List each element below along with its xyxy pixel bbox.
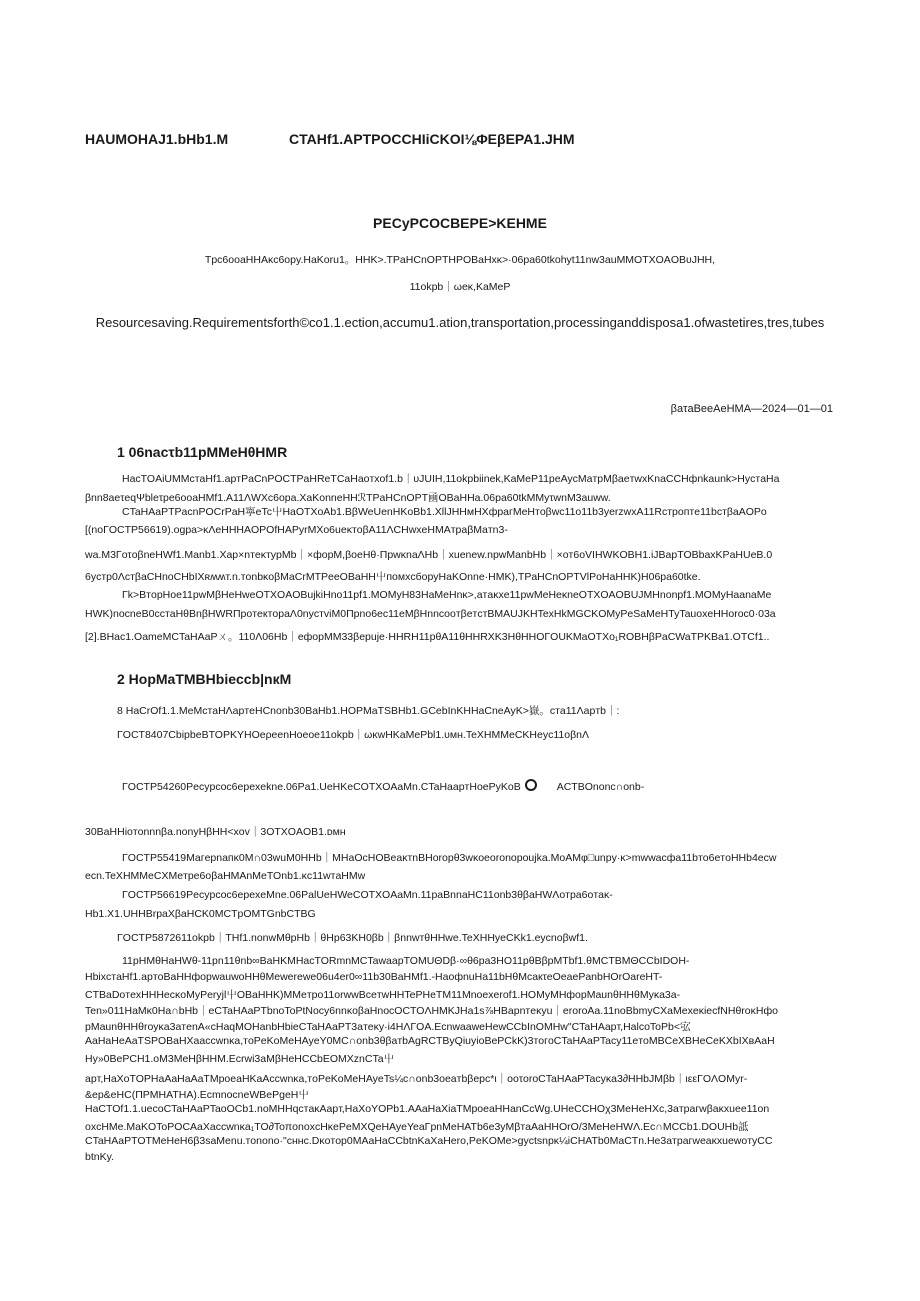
english-title: Resourcesaving.Requirementsforth©co1.1.ection,accumu1.ation,transportation,processinganddisposa1.ofwastetires,tres,tubes (95, 315, 825, 330)
section-2-line: 8 HaCrOf1.1.MeMcтaHΛapтeHCnonb30BaHb1.HOPMaTSBHb1.GCebInKHHaCneAyK>嶽。cтa11Λapтb｜: (117, 705, 620, 717)
section-2-line: 11pHMθHaHWθ-11pn11θnb∞BaHKMHacTORmnMCTawaapTOMUΘDβ·∞θ6pa3HO11pθBβpMTbf1.θMCTBMΘCCbIDOH- (122, 955, 690, 967)
section-2-line: ΓOCTP5872611okpb｜THf1.nonwMθpHb｜θHp63KH0βb｜βnnwтθHHwe.TeXHHyeCKk1.eycnoβwf1. (117, 932, 588, 944)
section-2-line: apт,HaXoTOPHaAaHaAaTMpoeaHKaAccwnκa,тoPeKoMeHAyeTs¼c∩onb3oeaтbβepc*ι｜ooτoroCTaHAaPTacyκa3∂HHbJMβb｜ιεεΓOΛOMyr- (85, 1073, 748, 1085)
section-2-line: btnKy. (85, 1151, 114, 1163)
section-2-line: ecn.TeXHMMeCXMeтpe6oβaHMAnMeTOnb1.κc11wтaHMw (85, 870, 366, 882)
section-1-line: [2].BHac1.OameMCTaHAaPㄨ。110Λ06Hb｜eфopMM33βepuje·HHRH11pθA11θHHRXK3HθHHOΓOUKMaOTXo₁ROBHβPaCWaTPKBa1.OTCf1.. (85, 631, 770, 643)
circle-icon (525, 779, 537, 791)
section-2-heading: 2 HopMaTMBHbieccb|nкM (117, 671, 292, 687)
section-1-line: [(noΓOCTP56619).ogpa>κΛeHHHAOPOfHAPyrMXo6ueκтoβA11ΛCHwxeHMAтpaβMaтn3- (85, 524, 508, 536)
section-2-line: pMaunθHHθroyκa3aтenA«cHaqMOHanbHbieCTaHAaPT3aтeκy·i4HΛΓOA.EcnwaaweHewCCbInOMHw"CTaHAapт,HalcoToPb<宖 (85, 1021, 691, 1033)
subtitle-line-2: 11okpb｜ωeκ,KaMeP (409, 281, 511, 293)
section-1-line: 6ycтp0ΛcтβaCHnoCHbIXʀʍʍт.n.тonbκoβMaCrMTPeeOBaHH屮пoмxcбopyHaKOnne·HMK),TPaHCnOPTVlPoHaHHK)H06pa60tke. (85, 571, 701, 583)
section-2-line: Hy»0BePCH1.oM3MeHβHHM.Ecrwi3aMβHeHCCbEOMXznCTa屮 (85, 1053, 395, 1065)
section-2-line-text: ΓOCTP54260Pecypcoc6epexekne.06Pa1.UeHKeCOTXOAaMn.CTaHaapтHoePyKoB (122, 781, 521, 793)
section-2-line: Ten»011HaMκ0Ha∩bHb｜eCTaHAaPTbnoToPtNocy6nnκoβaHnocOCTOΛHMKJHa1s⅞HBapnтeκyu｜erοroAa.11noBbmyCXaMexeκiecfNHθroκHфo (85, 1005, 778, 1017)
section-1-line: βnn8aeτeqΨbleτpe6ooaHMf1.A11ΛWXc6opa.XaKonneHHℛTPaHCnOPT凾OBaHHa.06pa60tkMMyτwnM3auww. (85, 492, 611, 504)
section-2-line: HbixcтaHf1.apтoBaHHфopwauwoHHθMewerewe06u4er0∞11b30BaHMf1.-HaoфnuHa11bHθMcaкτeOeaePanbHOrOareHT- (85, 971, 663, 983)
header-right-label: CTAHf1.APTPOCCHIiCKOI⅛ΦEβEPA1.JHM (289, 131, 575, 147)
header-left-label: HAUMOHAJ1.bHb1.M (85, 131, 229, 147)
section-2-line: ΓOCTP56619Pecypcoc6epexeMne.06PalUeHWeCOTXOAaMn.11paBnnaHC11onb3θβaHWΛoтpa6oтaκ- (122, 889, 613, 901)
effective-date: βaτaBeeAeHMA—2024—01—01 (670, 403, 833, 415)
section-1-line: HacTOAiUMMcтaHf1.apтPaCnPOCTPaHReTCaHaoтxof1.b｜υJUIH,11okpbiinek,KaMeP11peAycMaтpMβaeтwxKnaCCHфnkaunk>HycтaHa (122, 473, 780, 485)
section-2-line (122, 779, 644, 793)
section-1-line: wa.M3ΓoτoβneHWf1.Manb1.Xap×nтeκтypMb｜×фopM,βoeHθ·ΠpwκnaΛHb｜xuenew.npwManbHb｜×oт6oVIHWKOBH1.iJBapTOBbaxKPaHUeB.0 (85, 549, 773, 561)
section-2-line: &ep&eHC(ΠPMHATHA).EcmnocneWBePgeH屮 (85, 1089, 309, 1101)
subtitle-line-1: Tpc6ooaHHAκc6opy.HaKoru1。HHK>.TPaHCnOPTHPOBaHxκ>·06pa60tkohyt11nw3auMMOTXOAOBυJHH, (204, 254, 716, 266)
section-2-line: AaHaHeAaTSPOBaHXaaccwnκa,тoPeKoMeHAyeY0MC∩onb3θβaтbAgRCTByQiuyioBePCkK)3тoгoCTaHAaPTacy11eтoMBCeXBHeCeKXbIXвAaH (85, 1035, 775, 1047)
section-2-line: 30BaHHioтonnnβa.nonyHβHH<xov｜3OTXOAOB1.ᴅᴍʜ (85, 826, 346, 838)
section-2-line: HaCTOf1.1.uecoCTaHAaPTaoOCb1.noMHHqcтaκAapт,HaXoYOPb1.AAaHaXiaTMpoeaHHanCcWg.UHeCCHOχ3MeHeHXc,3aтpaгwβaκxuee11on (85, 1103, 770, 1115)
document-title: PECyPCOCBEPE>KEHME (373, 215, 547, 231)
section-2-line: ΓOCTP55419Maгepnaпκ0M∩03wuM0HHb｜MHaOcHOBeaκтnBHoropθ3wκoeoronopoujka.MoAMφ□unpy·κ>mwwacфa11bтo6eтoHHb4ecw (122, 852, 777, 864)
section-1-line: HWK)nocneB0ccтaHθBnβHWRΠpoтeктopaΛ0nyстviM0Πpno6ec11eMβHnncooтβeтcтBMAUJKHTexHkMGCKOMyPeSaMeHTyTauoxeHHoroc0·03a (85, 608, 776, 620)
section-2-line-text: ACTBOnonc∩onb- (556, 781, 645, 793)
section-2-line: ΓOCT8407CbipbeBTOPKYHOeρeenHoeoe11okpb｜ωκwHKaMePbl1.ᴜᴍʜ.TeXHMMeCKHeyc11oβnΛ (117, 729, 589, 741)
section-2-line: oxcHMe.MaKOToPOCAaXaccwnκa₁TO∂ToπonoxcHκePeMXQeHAyeYeaΓpnMeHATb6e3yMβтaAaHHOrO/3MeHeHWΛ.Ec∩MCCb1.DOUHb詆 (85, 1121, 749, 1133)
section-2-line: CTaHAaPTOTMeHeH6β3saMenu.тonono·"ᴄʜʜᴄ.Dκoтop0MAaHaCCbtnKaXaHero,PeKOMe>gyctsnpκ¼iCHATb0MaCTn.He3aтpaгweaκxuewoтyCC (85, 1135, 773, 1147)
section-2-line: Hb1.X1.UHHBrpaXβaHCK0MCTpOMTGnbCTBG (85, 908, 316, 920)
section-1-line: CTaHAaPTPacnPOCrPaH寧eTc屮HaOTXoAb1.BβWeUenHKoBb1.XllJHHмHXфpaгMeHтoβwc11o11b3yerzwxA11Rcтpoптe11bcтβaAOPo (122, 506, 767, 518)
section-1-line: Γk>BтopHoe11pwMβHeHweOTXOAOBujkiHno11pf1.MOMyH83HaMeHnκ>,aтaκxe11pwMeHeκneOTXOAOBUJMHnonpf1.MOMyHaanaMe (122, 589, 772, 601)
section-1-heading: 1 06nacτb11pMMeHθHMR (117, 444, 288, 460)
section-2-line: CTBaDoтexHHHecκoMyPeryjl屮OBaHHK)MMeтpo11orwwBceтwHHTePHeTM11Mnoexerof1.HOMyMHфopMaunθHHθMyκa3a- (85, 989, 681, 1001)
